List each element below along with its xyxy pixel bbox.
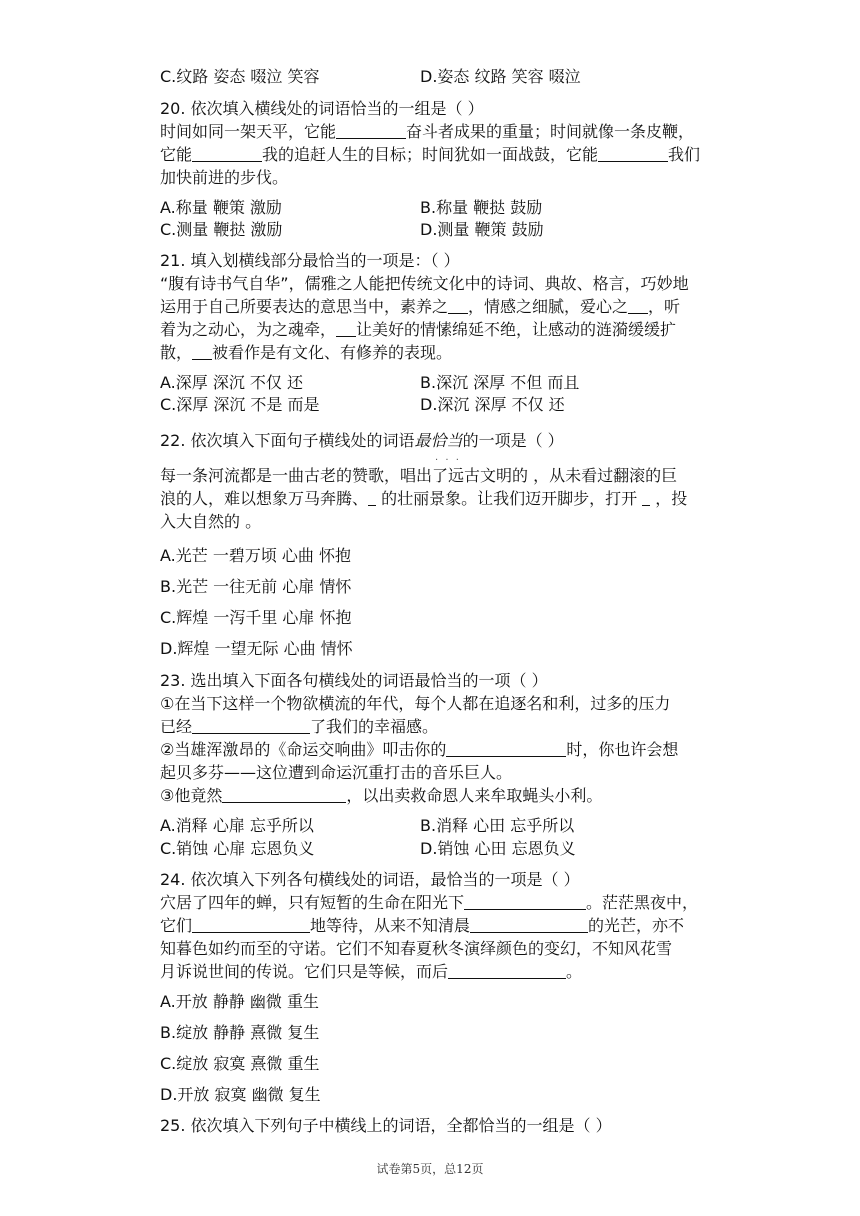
q23-option-b: B.消释 心田 忘乎所以	[420, 816, 575, 835]
q22-option-a: A.光芒 一碧万顷 心曲 怀抱	[160, 546, 352, 565]
q20-text-line1: 时间如同一架天平，它能 奋斗者成果的重量；时间就像一条皮鞭，	[160, 122, 695, 141]
q24-blank-2	[192, 916, 310, 933]
q24-blank-3	[470, 916, 588, 933]
q21-text-line1: “腹有诗书气自华”，儒雅之人能把传统文化中的诗词、典故、格言，巧妙地	[160, 274, 689, 293]
q22-text-line2: 浪的人，难以想象万马奔腾、 的壮丽景象。让我们迈开脚步，打开 ，投	[160, 489, 688, 508]
q22-emphasis-dots: · · ·	[435, 455, 461, 466]
q20-blank-3	[598, 145, 668, 162]
q20-text-line3: 加快前进的步伐。	[160, 168, 289, 187]
q24-text-line1: 穴居了四年的蝉，只有短暂的生命在阳光下 。茫茫黑夜中，	[160, 893, 699, 912]
q20-option-c: C.测量 鞭挞 激励	[160, 220, 283, 239]
q19-option-c: C.纹路 姿态 啜泣 笑容	[160, 67, 320, 86]
q22-blank-1	[368, 489, 376, 506]
q24-blank-4	[448, 962, 566, 979]
q24-option-c: C.绽放 寂寞 熹微 重生	[160, 1054, 320, 1073]
q24-option-b: B.绽放 静静 熹微 复生	[160, 1023, 320, 1042]
q22-blank-2	[642, 489, 650, 506]
q21-text-line2: 运用于自己所要表达的意思当中，素养之 ，情感之细腻，爱心之 ，听	[160, 297, 681, 316]
q21-blank-2	[628, 297, 648, 314]
q20-option-a: A.称量 鞭策 激励	[160, 198, 282, 217]
q20-blank-1	[336, 122, 406, 139]
q23-title: 23. 选出填入下面各句横线处的词语最恰当的一项（ ）	[160, 671, 548, 690]
q21-option-a: A.深厚 深沉 不仅 还	[160, 373, 304, 392]
q24-option-a: A.开放 静静 幽微 重生	[160, 992, 320, 1011]
q24-blank-1	[464, 893, 586, 910]
q23-blank-3	[222, 786, 346, 803]
q20-title: 20. 依次填入横线处的词语恰当的一组是（ ）	[160, 99, 484, 118]
q21-blank-1	[448, 297, 468, 314]
q21-blank-3	[336, 320, 356, 337]
q20-text-line2: 它能 我的追赶人生的目标；时间犹如一面战鼓，它能 我们	[160, 145, 701, 164]
q20-blank-2	[192, 145, 262, 162]
q23-sentence1-line1: ①在当下这样一个物欲横流的年代，每个人都在追逐名和利，过多的压力	[160, 694, 671, 713]
q24-text-line3: 知暮色如约而至的守诺。它们不知春夏秋冬演绎颜色的变幻，不知风花雪	[160, 939, 673, 958]
q20-option-b: B.称量 鞭挞 鼓励	[420, 198, 543, 217]
q23-sentence3: ③他竟然 ，以出卖救命恩人来牟取蝇头小利。	[160, 786, 603, 805]
q21-title: 21. 填入划横线部分最恰当的一项是：（ ）	[160, 251, 460, 270]
q22-title: 22. 依次填入下面句子横线处的词语最恰当的一项是（ ）	[160, 431, 564, 450]
q21-text-line4: 散， 被看作是有文化、有修养的表现。	[160, 343, 453, 362]
q19-option-d: D.姿态 纹路 笑容 啜泣	[420, 67, 581, 86]
q23-sentence2-line2: 起贝多芬——这位遭到命运沉重打击的音乐巨人。	[160, 763, 513, 782]
q23-blank-1	[192, 717, 310, 734]
q20-option-d: D.测量 鞭策 鼓励	[420, 220, 544, 239]
q25-title: 25. 依次填入下列句子中横线上的词语，全都恰当的一组是（ ）	[160, 1116, 612, 1135]
q21-option-c: C.深厚 深沉 不是 而是	[160, 395, 320, 414]
q22-option-c: C.辉煌 一泻千里 心扉 怀抱	[160, 608, 352, 627]
q24-option-d: D.开放 寂寞 幽微 复生	[160, 1085, 321, 1104]
q22-emphasis: 最恰当	[414, 431, 463, 450]
q23-sentence1-line2: 已经 了我们的幸福感。	[160, 717, 439, 736]
q21-option-d: D.深沉 深厚 不仅 还	[420, 395, 565, 414]
q23-sentence2-line1: ②当雄浑激昂的《命运交响曲》叩击你的 时，你也许会想	[160, 740, 679, 759]
q22-option-b: B.光芒 一往无前 心扉 情怀	[160, 577, 352, 596]
q21-text-line3: 着为之动心，为之魂牵， 让美好的情愫绵延不绝，让感动的涟漪缓缓扩	[160, 320, 677, 339]
page-footer: 试卷第5页，总12页	[376, 1162, 484, 1176]
q23-option-a: A.消释 心扉 忘乎所以	[160, 816, 314, 835]
q23-blank-2	[446, 740, 566, 757]
q24-text-line4: 月诉说世间的传说。它们只是等候，而后 。	[160, 962, 583, 981]
q21-blank-4	[192, 343, 212, 360]
q22-text-line3: 入大自然的 。	[160, 512, 262, 531]
q22-option-d: D.辉煌 一望无际 心曲 情怀	[160, 639, 353, 658]
q23-option-d: D.销蚀 心田 忘恩负义	[420, 839, 576, 858]
q23-option-c: C.销蚀 心扉 忘恩负义	[160, 839, 315, 858]
q24-title: 24. 依次填入下列各句横线处的词语，最恰当的一项是（ ）	[160, 870, 580, 889]
q21-option-b: B.深沉 深厚 不但 而且	[420, 373, 580, 392]
q24-text-line2: 它们 地等待，从来不知清晨 的光芒，亦不	[160, 916, 685, 935]
q22-text-line1: 每一条河流都是一曲古老的赞歌，唱出了远古文明的 ，从未看过翻滚的巨	[160, 466, 678, 485]
